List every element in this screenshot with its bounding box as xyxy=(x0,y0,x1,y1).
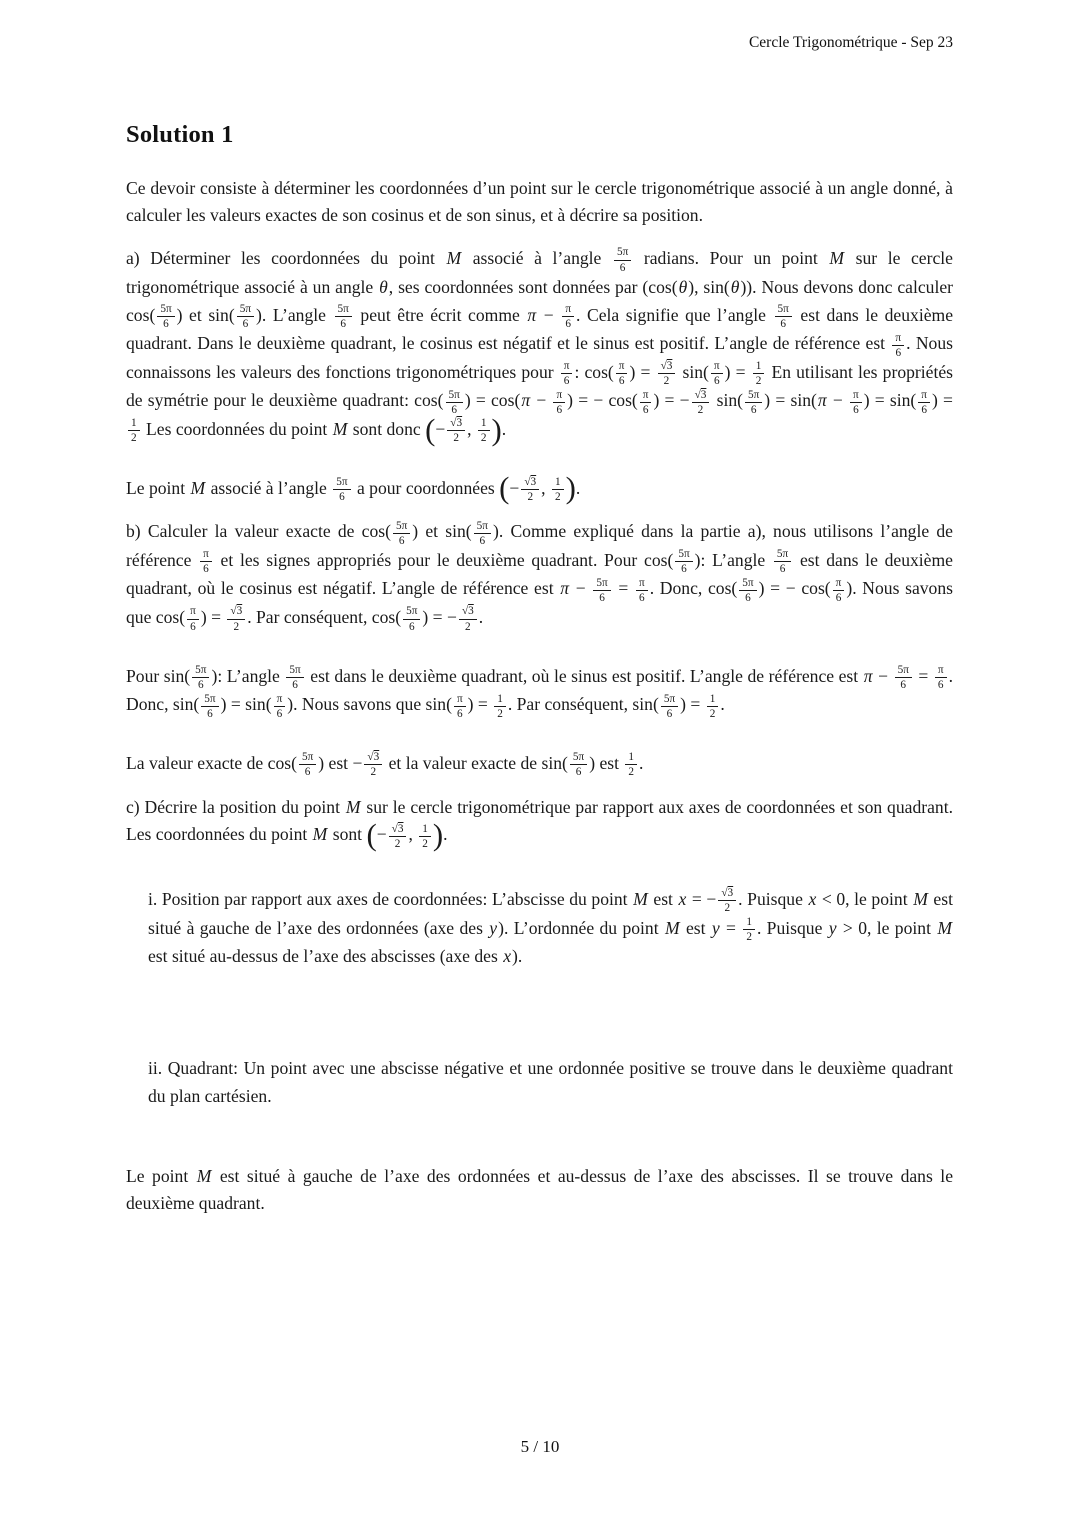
math-paren: ( xyxy=(499,471,510,506)
paragraph-conclusion-b: La valeur exacte de cos( $\frac{5\pi}{6}$ ) est − $\frac{√3}{2}$ et la valeur exacte de sin( $\frac{5\pi}{6}$ ) est $\frac{1}{2}$ . xyxy=(126,751,644,779)
math-variable: π xyxy=(521,390,531,411)
math-fraction: $\frac{√3}{2}$ xyxy=(459,605,477,632)
math-fraction: $\frac{5\pi}{6}$ xyxy=(286,664,303,691)
math-fraction: $\frac{5\pi}{6}$ xyxy=(403,605,420,632)
math-paren: ) xyxy=(432,818,444,853)
math-variable: M xyxy=(913,888,928,909)
math-variable: y xyxy=(489,917,498,938)
math-fraction: $\frac{5\pi}{6}$ xyxy=(201,693,218,720)
math-fraction: $\frac{\pi}{6}$ xyxy=(454,693,466,720)
math-fraction: $\frac{1}{2}$ xyxy=(753,360,765,387)
math-fraction: $\frac{1}{2}$ xyxy=(478,417,490,444)
math-variable: θ xyxy=(678,276,688,297)
math-fraction: $\frac{\pi}{6}$ xyxy=(711,360,723,387)
math-fraction: $\frac{1}{2}$ xyxy=(419,823,431,850)
paragraph-part-b-cos: b) Calculer la valeur exacte de cos( $\frac{5\pi}{6}$ ) et sin( $\frac{5\pi}{6}$ ). Comme expliqué dans la partie a), nous utilisons l’angle de référence $\frac{\pi}{6}$ et les signes appropriés pour le deuxième quadrant. Pour cos( $\frac{5\pi}{6}$ ): L’angle $\frac{5\pi}{6}$ est dans le deuxième quadrant, où le cosinus est négatif. L’angle de référence est π − $\frac{5\pi}{6}$ = $\frac{\pi}{6}$ . Donc, cos( $\frac{5\pi}{6}$ ) = − cos( $\frac{\pi}{6}$ ). Nous savons que cos( $\frac{\pi}{6}$ ) = $\frac{√3}{2}$ . Par conséquent, cos( $\frac{5\pi}{6}$ ) = − $\frac{√3}{2}$ . xyxy=(126,519,953,633)
math-variable: M xyxy=(312,824,328,845)
math-fraction: $\frac{√3}{2}$ xyxy=(389,823,407,850)
math-fraction: $\frac{\pi}{6}$ xyxy=(833,577,845,604)
math-paren: ( xyxy=(366,818,377,853)
math-variable: x xyxy=(678,888,687,909)
math-fraction: $\frac{√3}{2}$ xyxy=(658,360,676,387)
math-fraction: $\frac{5\pi}{6}$ xyxy=(157,303,174,330)
paragraph-c-quadrant: ii. Quadrant: Un point avec une abscisse négative et une ordonnée positive se trouve dans le deuxième quadrant du plan cartésien. xyxy=(148,1057,953,1106)
paragraph-intro: Ce devoir consiste à déterminer les coordonnées d’un point sur le cercle trigonométrique associé à un angle donné, à calculer les valeurs exactes de son cosinus et de son sinus, et à décrire sa position. xyxy=(126,177,953,226)
math-variable: π xyxy=(863,665,873,686)
math-variable: θ xyxy=(730,276,740,297)
math-fraction: $\frac{√3}{2}$ xyxy=(227,605,245,632)
math-fraction: $\frac{\pi}{6}$ xyxy=(200,548,212,575)
math-variable: π xyxy=(817,390,827,411)
math-variable: M xyxy=(446,248,462,269)
paragraph-part-c: c) Décrire la position du point M sur le cercle trigonométrique par rapport aux axes de coordonnées et son quadrant. Les coordonnées du point M sont (− $\frac{√3}{2}$ , $\frac{1}{2}$ ). xyxy=(126,796,954,853)
paragraph-part-b-sin: Pour sin( $\frac{5\pi}{6}$ ): L’angle $\frac{5\pi}{6}$ est dans le deuxième quadrant, où le sinus est positif. L’angle de référence est π − $\frac{5\pi}{6}$ = $\frac{\pi}{6}$ . Donc, sin( $\frac{5\pi}{6}$ ) = sin( $\frac{\pi}{6}$ ). Nous savons que sin( $\frac{\pi}{6}$ ) = $\frac{1}{2}$ . Par conséquent, sin( $\frac{5\pi}{6}$ ) = $\frac{1}{2}$ . xyxy=(126,663,953,720)
math-variable: y xyxy=(828,917,837,938)
math-fraction: $\frac{5\pi}{6}$ xyxy=(192,664,209,691)
math-fraction: $\frac{\pi}{6}$ xyxy=(561,360,573,387)
paragraph-c-position-axes: i. Position par rapport aux axes de coordonnées: L’abscisse du point M est x = − $\frac{√3}{2}$ . Puisque x < 0, le point M est situé à gauche de l’axe des ordonnées (axe des y). L’ordonnée du point M est y = $\frac{1}{2}$ . Puisque y > 0, le point M est situé au-dessus de l’axe des abscisses (axe des x). xyxy=(148,887,953,967)
math-fraction: $\frac{\pi}{6}$ xyxy=(892,332,904,359)
math-fraction: $\frac{5\pi}{6}$ xyxy=(446,389,463,416)
math-variable: M xyxy=(633,888,648,909)
page-title: Solution 1 xyxy=(126,120,234,148)
math-fraction: $\frac{1}{2}$ xyxy=(552,476,564,503)
math-fraction: $\frac{5\pi}{6}$ xyxy=(299,751,316,778)
math-fraction: $\frac{√3}{2}$ xyxy=(692,389,710,416)
math-fraction: $\frac{5\pi}{6}$ xyxy=(335,303,352,330)
math-fraction: $\frac{1}{2}$ xyxy=(625,751,637,778)
math-variable: x xyxy=(808,888,817,909)
math-fraction: $\frac{\pi}{6}$ xyxy=(636,577,648,604)
math-fraction: $\frac{\pi}{6}$ xyxy=(850,389,862,416)
math-fraction: $\frac{5\pi}{6}$ xyxy=(237,303,254,330)
math-fraction: $\frac{1}{2}$ xyxy=(743,916,755,943)
math-variable: y xyxy=(711,917,720,938)
math-fraction: $\frac{\pi}{6}$ xyxy=(562,303,574,330)
math-fraction: $\frac{5\pi}{6}$ xyxy=(661,693,678,720)
math-variable: π xyxy=(560,578,570,599)
math-fraction: $\frac{\pi}{6}$ xyxy=(274,693,286,720)
math-variable: θ xyxy=(379,276,388,297)
paragraph-conclusion-a: Le point M associé à l’angle $\frac{5\pi}{6}$ a pour coordonnées (− $\frac{√3}{2}$ , $\frac{1}{2}$ ). xyxy=(126,471,581,506)
page-number: 5 / 10 xyxy=(520,1437,560,1456)
math-variable: M xyxy=(345,796,361,817)
math-variable: M xyxy=(829,248,845,269)
math-fraction: $\frac{\pi}{6}$ xyxy=(187,605,199,632)
math-fraction: $\frac{5\pi}{6}$ xyxy=(593,577,610,604)
math-variable: M xyxy=(196,1165,212,1186)
math-variable: M xyxy=(937,917,952,938)
math-fraction: $\frac{5\pi}{6}$ xyxy=(614,246,631,273)
document-header: Cercle Trigonométrique - Sep 23 xyxy=(748,34,953,51)
math-fraction: $\frac{5\pi}{6}$ xyxy=(570,751,587,778)
paragraph-part-a: a) Déterminer les coordonnées du point M associé à l’angle $\frac{5\pi}{6}$ radians. Pour un point M sur le cercle trigonométrique associé à un angle θ, ses coordonnées sont données par (cos(θ), sin(θ)). Nous devons donc calculer cos( $\frac{5\pi}{6}$ ) et sin( $\frac{5\pi}{6}$ ). L’angle $\frac{5\pi}{6}$ peut être écrit comme π − $\frac{\pi}{6}$ . Cela signifie que l’angle $\frac{5\pi}{6}$ est dans le deuxième quadrant. Dans le deuxième quadrant, le cosinus est négatif et le sinus est positif. L’angle de référence est $\frac{\pi}{6}$ . Nous connaissons les valeurs des fonctions trigonométriques pour $\frac{\pi}{6}$ : cos( $\frac{\pi}{6}$ ) = $\frac{√3}{2}$ sin( $\frac{\pi}{6}$ ) = $\frac{1}{2}$ En utilisant les propriétés de symétrie pour le deuxième quadrant: cos( $\frac{5\pi}{6}$ ) = cos(π − $\frac{\pi}{6}$ ) = − cos( $\frac{\pi}{6}$ ) = − $\frac{√3}{2}$ sin( $\frac{5\pi}{6}$ ) = sin(π − $\frac{\pi}{6}$ ) = sin( $\frac{\pi}{6}$ ) = $\frac{1}{2}$ Les coordonnées du point M sont donc (− $\frac{√3}{2}$ , $\frac{1}{2}$ ). xyxy=(126,246,954,447)
math-fraction: $\frac{\pi}{6}$ xyxy=(935,664,947,691)
math-fraction: $\frac{5\pi}{6}$ xyxy=(774,548,791,575)
math-fraction: $\frac{1}{2}$ xyxy=(494,693,506,720)
math-fraction: $\frac{\pi}{6}$ xyxy=(918,389,930,416)
math-fraction: $\frac{\pi}{6}$ xyxy=(616,360,628,387)
math-paren: ) xyxy=(491,412,502,447)
math-fraction: $\frac{5\pi}{6}$ xyxy=(895,664,912,691)
math-fraction: $\frac{5\pi}{6}$ xyxy=(474,520,491,547)
math-fraction: $\frac{√3}{2}$ xyxy=(718,887,736,914)
math-fraction: $\frac{√3}{2}$ xyxy=(364,751,382,778)
math-fraction: $\frac{5\pi}{6}$ xyxy=(745,389,762,416)
math-fraction: $\frac{1}{2}$ xyxy=(707,693,719,720)
math-fraction: $\frac{√3}{2}$ xyxy=(447,417,465,444)
math-fraction: $\frac{5\pi}{6}$ xyxy=(739,577,756,604)
math-variable: x xyxy=(503,946,512,967)
math-paren: ( xyxy=(425,412,436,447)
math-fraction: $\frac{1}{2}$ xyxy=(128,417,140,444)
solution-body xyxy=(126,175,953,1219)
math-variable: M xyxy=(664,917,680,938)
paragraph-conclusion-c: Le point M est situé à gauche de l’axe des ordonnées et au-dessus de l’axe des abscisses. Il se trouve dans le deuxième quadrant. xyxy=(126,1165,954,1214)
math-fraction: $\frac{5\pi}{6}$ xyxy=(675,548,692,575)
math-fraction: $\frac{5\pi}{6}$ xyxy=(333,476,350,503)
math-fraction: $\frac{\pi}{6}$ xyxy=(640,389,652,416)
math-fraction: $\frac{5\pi}{6}$ xyxy=(775,303,792,330)
math-variable: π xyxy=(527,304,537,325)
math-variable: M xyxy=(190,477,206,498)
math-fraction: $\frac{5\pi}{6}$ xyxy=(393,520,410,547)
math-paren: ) xyxy=(565,471,576,506)
math-fraction: $\frac{\pi}{6}$ xyxy=(553,389,565,416)
math-fraction: $\frac{√3}{2}$ xyxy=(521,476,539,503)
math-variable: M xyxy=(332,419,348,440)
